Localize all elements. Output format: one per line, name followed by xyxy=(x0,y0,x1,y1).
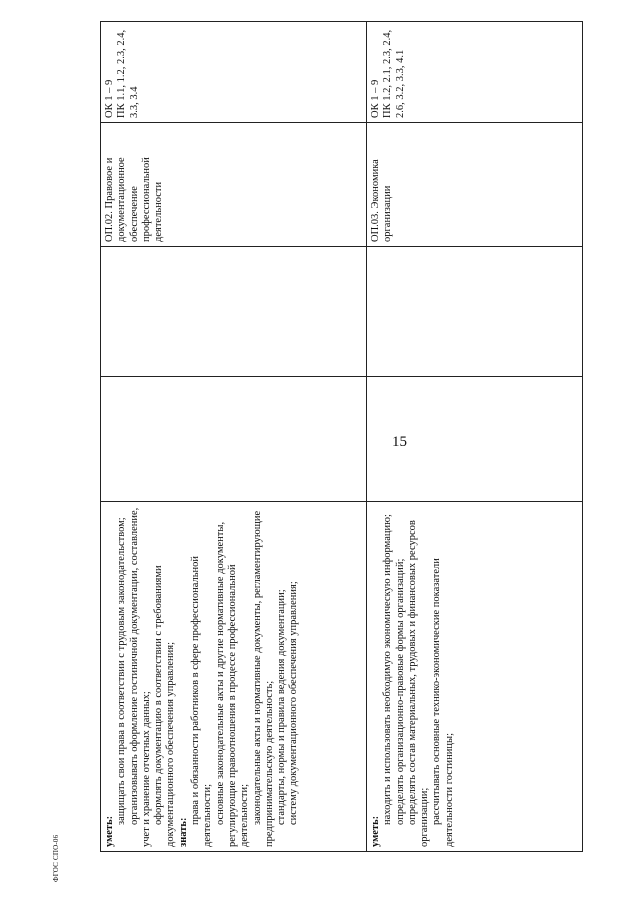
skills-line: законодательные акты и нормативные документы, регламентирующие предпринимательскую деятельность; xyxy=(251,510,275,847)
discipline-cell: ОП.02. Правовое и документационное обеспечение профессиональной деятельности xyxy=(101,123,367,247)
skills-line: находить и использовать необходимую экономическую информацию; xyxy=(382,514,394,825)
skills-line: стандарты, нормы и правила ведения документации; xyxy=(276,589,288,825)
skills-line: знать: xyxy=(177,817,189,847)
skills-line: рассчитывать основные технико-экономические показатели деятельности гостиницы; xyxy=(431,558,455,847)
skills-line: основные законодательные акты и другие нормативные документы, регулирующие правоотношения в процессе профессиональной деятельности; xyxy=(214,521,251,847)
skills-cell xyxy=(101,502,367,852)
footer-code: ФГОС СПО-06 xyxy=(52,834,60,882)
rotated-page-content xyxy=(100,22,582,852)
competencies-cell: ОК 1 – 9 ПК 1.2, 2.1, 2.3, 2.4, 2.6, 3.2, 3.3, 4.1 xyxy=(367,22,583,123)
skills-line: уметь: xyxy=(370,815,381,847)
curriculum-table xyxy=(100,21,583,852)
hours-total-cell xyxy=(101,247,367,377)
skills-line: определять организационно-правовые формы организаций; xyxy=(394,558,406,825)
hours-cell xyxy=(367,377,583,502)
skills-line: определять состав материальных, трудовых и финансовых ресурсов организации; xyxy=(406,520,431,847)
discipline-cell: ОП.03. Экономика организации xyxy=(367,123,583,247)
skills-cell xyxy=(367,502,583,852)
table-row xyxy=(101,22,367,852)
skills-line: оформлять документацию в соответствии с требованиями документационного обеспечения управления; xyxy=(153,565,177,847)
skills-line: организовывать оформление гостиничной документации, составление, учет и хранение отчетных данных; xyxy=(128,507,152,847)
page-number: 15 xyxy=(392,434,407,450)
table-row xyxy=(367,22,583,852)
skills-line: уметь: xyxy=(104,815,115,847)
hours-total-cell xyxy=(367,247,583,377)
competencies-cell: ОК 1 – 9 ПК 1.1, 1.2, 2.3, 2.4, 3.3, 3.4 xyxy=(101,22,367,123)
skills-line: защищать свои права в соответствии с трудовым законодательством; xyxy=(116,517,128,825)
skills-line: права и обязанности работников в сфере профессиональной деятельности; xyxy=(190,556,214,847)
skills-line: систему документационного обеспечения управления; xyxy=(288,581,300,825)
hours-cell xyxy=(101,377,367,502)
